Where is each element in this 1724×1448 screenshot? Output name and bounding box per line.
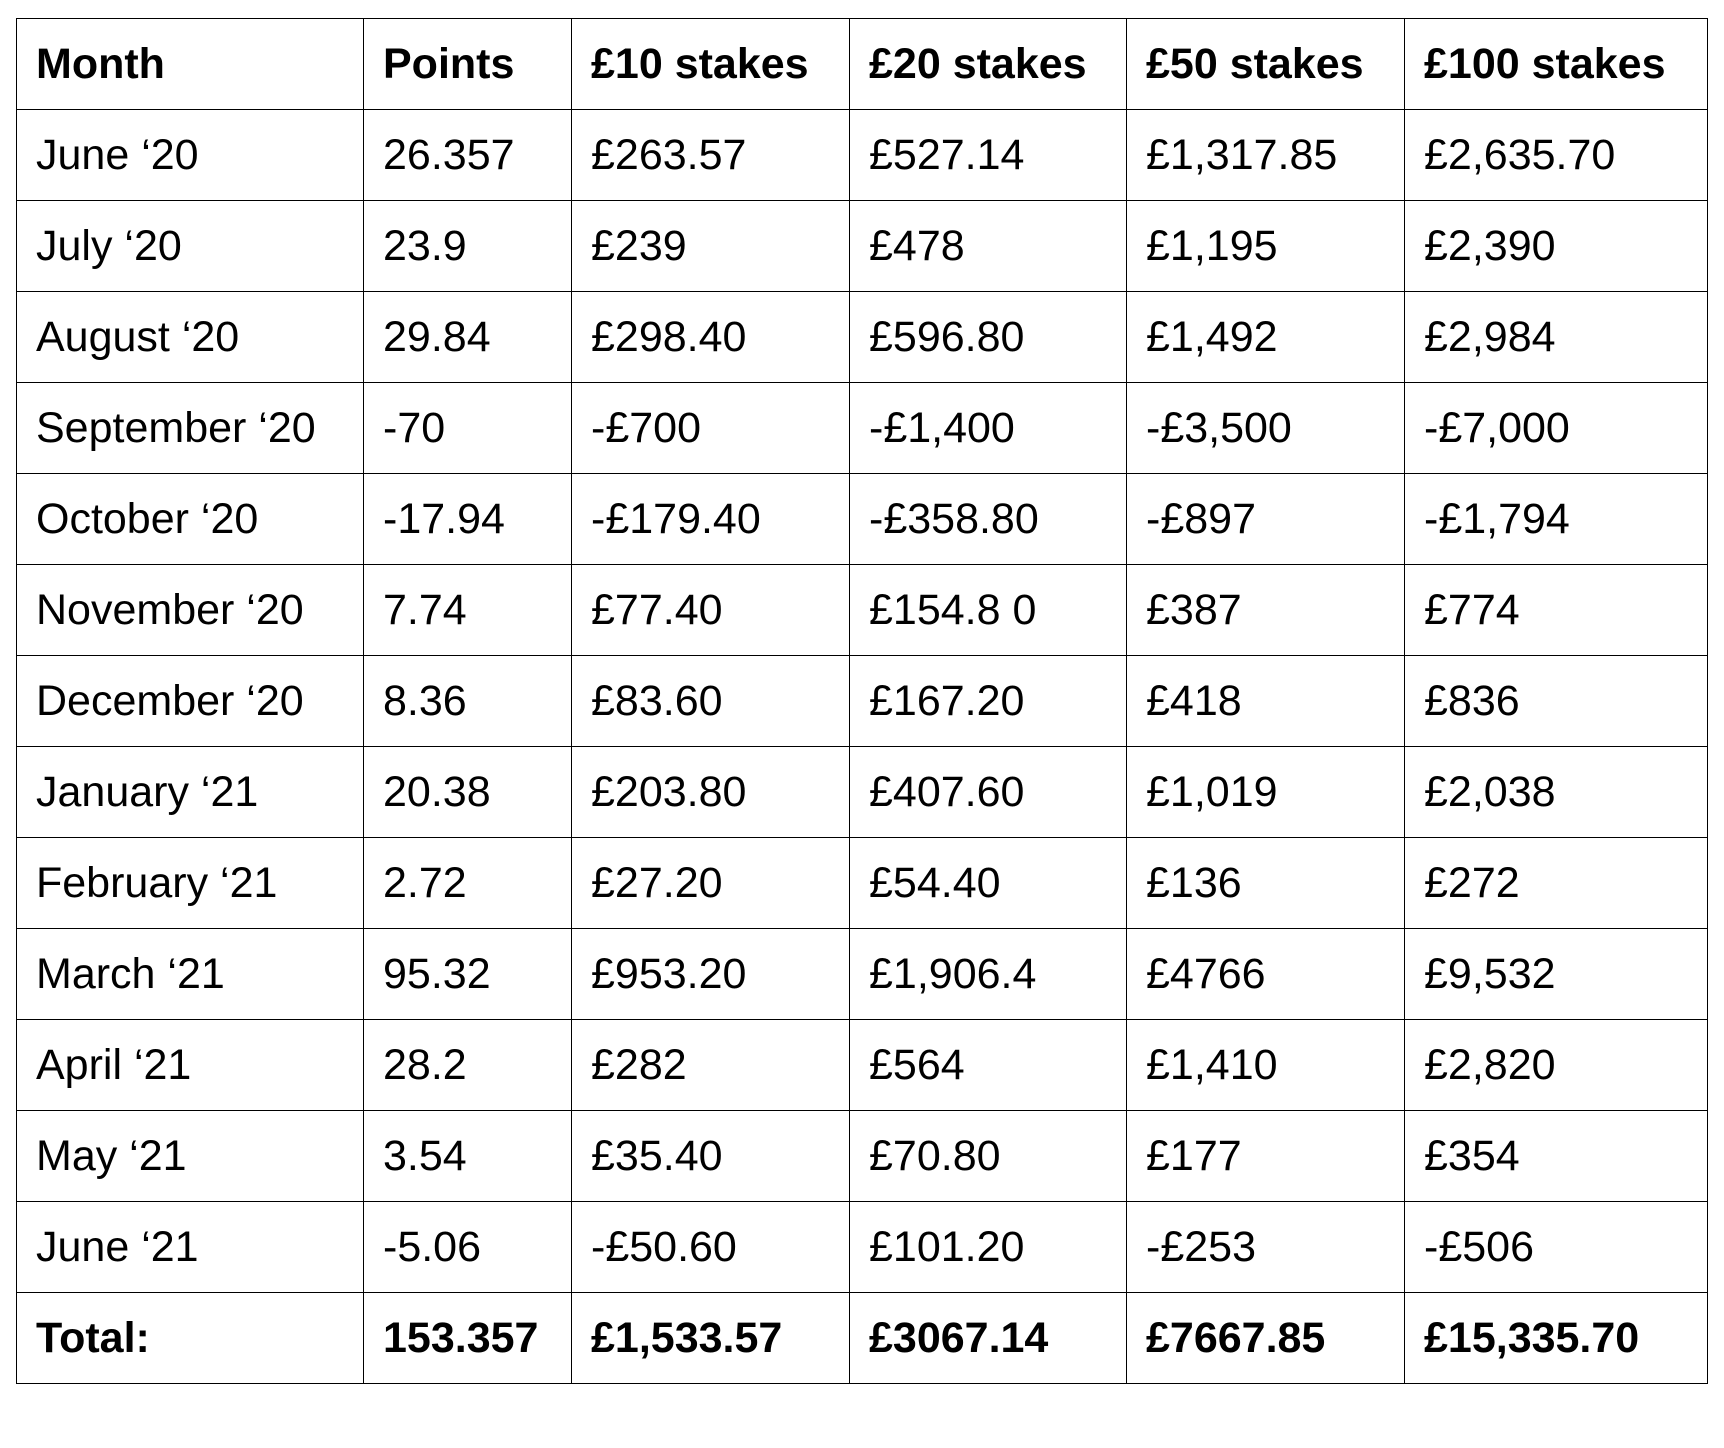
cell-month: February ‘21 [17, 838, 364, 929]
table-row [17, 383, 1708, 474]
cell-month: September ‘20 [17, 383, 364, 474]
header-month: Month [17, 19, 364, 110]
table-row [17, 201, 1708, 292]
table-row [17, 292, 1708, 383]
cell-stakes-20: £70.80 [850, 1111, 1127, 1202]
cell-points: 20.38 [364, 747, 572, 838]
cell-stakes-10: £203.80 [572, 747, 850, 838]
cell-stakes-20: £527.14 [850, 110, 1127, 201]
table-row [17, 1111, 1708, 1202]
cell-month: July ‘20 [17, 201, 364, 292]
cell-stakes-100: £2,038 [1405, 747, 1708, 838]
cell-stakes-10: £239 [572, 201, 850, 292]
cell-stakes-50: £1,492 [1127, 292, 1405, 383]
total-stakes-100: £15,335.70 [1405, 1293, 1708, 1384]
header-stakes-10: £10 stakes [572, 19, 850, 110]
cell-stakes-50: £177 [1127, 1111, 1405, 1202]
cell-points: -5.06 [364, 1202, 572, 1293]
cell-stakes-10: £27.20 [572, 838, 850, 929]
cell-stakes-100: -£7,000 [1405, 383, 1708, 474]
cell-stakes-20: £564 [850, 1020, 1127, 1111]
cell-month: January ‘21 [17, 747, 364, 838]
cell-stakes-50: £418 [1127, 656, 1405, 747]
cell-points: 95.32 [364, 929, 572, 1020]
cell-stakes-10: -£50.60 [572, 1202, 850, 1293]
cell-stakes-50: £1,317.85 [1127, 110, 1405, 201]
table-total-row [17, 1293, 1708, 1384]
cell-stakes-100: £272 [1405, 838, 1708, 929]
cell-stakes-50: £4766 [1127, 929, 1405, 1020]
table-row [17, 110, 1708, 201]
cell-stakes-10: £35.40 [572, 1111, 850, 1202]
cell-month: June ‘20 [17, 110, 364, 201]
cell-stakes-50: £136 [1127, 838, 1405, 929]
cell-month: March ‘21 [17, 929, 364, 1020]
table-row [17, 1202, 1708, 1293]
cell-points: 28.2 [364, 1020, 572, 1111]
total-stakes-20: £3067.14 [850, 1293, 1127, 1384]
cell-stakes-10: £263.57 [572, 110, 850, 201]
cell-month: October ‘20 [17, 474, 364, 565]
cell-stakes-20: £407.60 [850, 747, 1127, 838]
cell-stakes-50: -£253 [1127, 1202, 1405, 1293]
cell-month: April ‘21 [17, 1020, 364, 1111]
cell-stakes-20: £596.80 [850, 292, 1127, 383]
cell-month: November ‘20 [17, 565, 364, 656]
cell-stakes-100: -£506 [1405, 1202, 1708, 1293]
table-row [17, 1020, 1708, 1111]
cell-stakes-10: £953.20 [572, 929, 850, 1020]
cell-stakes-10: £83.60 [572, 656, 850, 747]
cell-stakes-50: £387 [1127, 565, 1405, 656]
cell-points: 3.54 [364, 1111, 572, 1202]
cell-stakes-50: £1,410 [1127, 1020, 1405, 1111]
total-label: Total: [17, 1293, 364, 1384]
cell-points: 26.357 [364, 110, 572, 201]
cell-month: June ‘21 [17, 1202, 364, 1293]
table-row [17, 565, 1708, 656]
table-row [17, 838, 1708, 929]
cell-month: May ‘21 [17, 1111, 364, 1202]
cell-stakes-20: £101.20 [850, 1202, 1127, 1293]
cell-stakes-50: -£3,500 [1127, 383, 1405, 474]
cell-month: August ‘20 [17, 292, 364, 383]
cell-stakes-10: £298.40 [572, 292, 850, 383]
total-points: 153.357 [364, 1293, 572, 1384]
cell-stakes-10: £77.40 [572, 565, 850, 656]
header-points: Points [364, 19, 572, 110]
table-row [17, 474, 1708, 565]
total-stakes-10: £1,533.57 [572, 1293, 850, 1384]
cell-stakes-100: £2,390 [1405, 201, 1708, 292]
cell-stakes-100: £2,635.70 [1405, 110, 1708, 201]
header-stakes-20: £20 stakes [850, 19, 1127, 110]
cell-stakes-100: £774 [1405, 565, 1708, 656]
cell-stakes-20: £1,906.4 [850, 929, 1127, 1020]
results-table [16, 18, 1708, 1384]
cell-stakes-20: -£358.80 [850, 474, 1127, 565]
cell-stakes-20: £154.8 0 [850, 565, 1127, 656]
cell-points: 8.36 [364, 656, 572, 747]
cell-month: December ‘20 [17, 656, 364, 747]
cell-stakes-100: £2,820 [1405, 1020, 1708, 1111]
header-stakes-100: £100 stakes [1405, 19, 1708, 110]
cell-stakes-100: £354 [1405, 1111, 1708, 1202]
cell-stakes-50: £1,019 [1127, 747, 1405, 838]
cell-stakes-20: £478 [850, 201, 1127, 292]
table-row [17, 747, 1708, 838]
cell-points: -70 [364, 383, 572, 474]
total-stakes-50: £7667.85 [1127, 1293, 1405, 1384]
cell-points: 23.9 [364, 201, 572, 292]
cell-points: -17.94 [364, 474, 572, 565]
table-row [17, 656, 1708, 747]
header-stakes-50: £50 stakes [1127, 19, 1405, 110]
cell-points: 29.84 [364, 292, 572, 383]
cell-stakes-20: £54.40 [850, 838, 1127, 929]
cell-points: 7.74 [364, 565, 572, 656]
cell-stakes-100: £2,984 [1405, 292, 1708, 383]
cell-stakes-10: -£700 [572, 383, 850, 474]
cell-stakes-10: £282 [572, 1020, 850, 1111]
cell-stakes-100: -£1,794 [1405, 474, 1708, 565]
cell-points: 2.72 [364, 838, 572, 929]
cell-stakes-50: -£897 [1127, 474, 1405, 565]
cell-stakes-100: £9,532 [1405, 929, 1708, 1020]
cell-stakes-50: £1,195 [1127, 201, 1405, 292]
cell-stakes-10: -£179.40 [572, 474, 850, 565]
table-header-row [17, 19, 1708, 110]
cell-stakes-20: -£1,400 [850, 383, 1127, 474]
table-row [17, 929, 1708, 1020]
cell-stakes-20: £167.20 [850, 656, 1127, 747]
cell-stakes-100: £836 [1405, 656, 1708, 747]
